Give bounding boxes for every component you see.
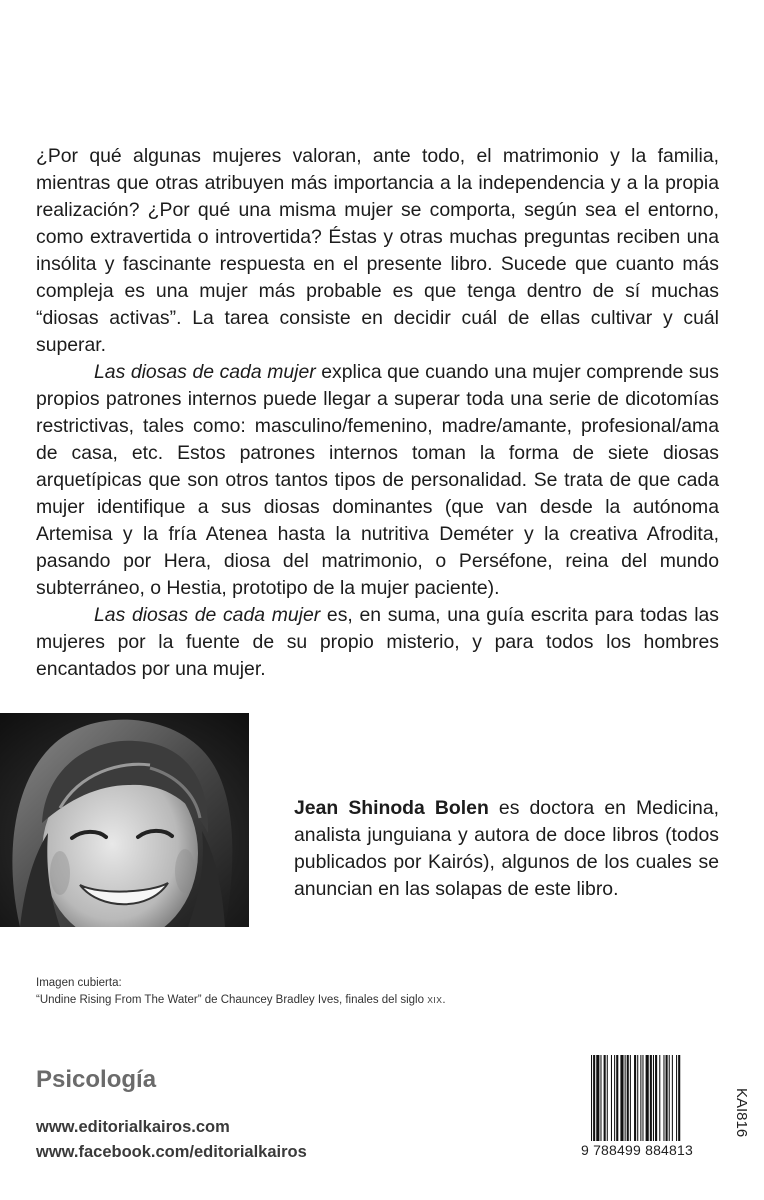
barcode-bar [596, 1055, 599, 1141]
credit-description: “Undine Rising From The Water” de Chauncey Bradley Ives, finales del siglo [36, 994, 428, 1006]
category-label: Psicología [36, 1066, 157, 1093]
barcode-bar [653, 1055, 654, 1141]
barcode-bar [627, 1055, 629, 1141]
blurb-paragraph-1: ¿Por qué algunas mujeres valoran, ante todo, el matrimonio y la familia, mientras que otras atribuyen más importancia a la independencia y a la propia realización? ¿Por qué una misma mujer se comporta, según sea el entorno, como extravertida o introvertida? Éstas y otras muchas preguntas reciben una insólita y fascinante respuesta en el presente libro. Sucede que cuanto más compleja es una mujer más probable es que tenga dentro de sí muchas “diosas activas”. La tarea consiste en decidir cuál de ellas cultivar y cuál superar. [36, 145, 719, 356]
credit-period: . [442, 994, 446, 1006]
facebook-link[interactable]: www.facebook.com/editorialkairos [36, 1143, 307, 1161]
barcode-bar [640, 1055, 641, 1141]
isbn-number: 9 788499 884813 [581, 1142, 693, 1158]
barcode-bar [676, 1055, 677, 1141]
barcode-bar [600, 1055, 601, 1141]
blurb-paragraph-2-text: explica que cuando una mujer comprende sus propios patrones internos puede llegar a superar toda una serie de dicotomías restrictivas, tales como: masculino/femenino, madre/amante, profesional/ama de casa, etc. Estos patrones internos toman la forma de siete diosas arquetípicas que son otros tantos tipos de personalidad. Se trata de que cada mujer identifique a sus diosas dominantes (que van desde la autónoma Artemisa y la fría Atenea hasta la nutritiva Deméter y la creativa Afrodita, pasando por Hera, diosa del matrimonio, o Perséfone, reina del mundo subterráneo, o Hestia, prototipo de la mujer paciente). [36, 361, 720, 599]
barcode-bar [616, 1055, 618, 1141]
barcode-bar [663, 1055, 664, 1141]
barcode-bar [655, 1055, 657, 1141]
barcode-bar [593, 1055, 595, 1141]
barcode-bar [607, 1055, 608, 1141]
blurb-paragraph-2 [36, 359, 719, 602]
credit-century: XIX [427, 995, 443, 1005]
blurb-paragraph-3-text: es, en suma, una guía escrita para todas las mujeres por la fuente de su propio misterio, y para todos los hombres encantados por una mujer. [36, 604, 719, 680]
barcode-bar [604, 1055, 606, 1141]
credit-label: Imagen cubierta: [36, 977, 122, 989]
barcode-bar [669, 1055, 670, 1141]
blurb-paragraph-3 [36, 602, 719, 683]
book-title: Las diosas de cada mujer [94, 361, 316, 383]
back-cover-blurb [36, 143, 719, 683]
barcode-bar [642, 1055, 643, 1141]
barcode-bar [614, 1055, 615, 1141]
author-portrait-illustration [0, 713, 249, 927]
barcode-bar [666, 1055, 668, 1141]
barcode-bar [678, 1055, 680, 1141]
product-code: KAI816 [733, 1088, 750, 1138]
barcode-bar [634, 1055, 636, 1141]
book-title: Las diosas de cada mujer [94, 604, 321, 626]
author-bio-text: es doctora en Medicina, analista junguiana y autora de doce libros (todos publicados por Kairós), algunos de los cuales se anuncian en las solapas de este libro. [294, 797, 719, 900]
author-photo [0, 713, 249, 927]
barcode-bar [672, 1055, 673, 1141]
barcode-bar [630, 1055, 631, 1141]
barcode-bar [659, 1055, 660, 1141]
author-name: Jean Shinoda Bolen [294, 797, 489, 819]
barcode-bar [591, 1055, 592, 1141]
credit-text [36, 992, 446, 1009]
barcode-bar [625, 1055, 626, 1141]
barcode-bar [646, 1055, 649, 1141]
website-link[interactable]: www.editorialkairos.com [36, 1118, 230, 1136]
barcode-bar [620, 1055, 623, 1141]
barcode-bar [637, 1055, 638, 1141]
barcode-bar [650, 1055, 652, 1141]
author-bio [294, 795, 719, 903]
cover-image-credit [36, 975, 446, 1009]
isbn-barcode [590, 1055, 721, 1141]
barcode-bar [611, 1055, 612, 1141]
